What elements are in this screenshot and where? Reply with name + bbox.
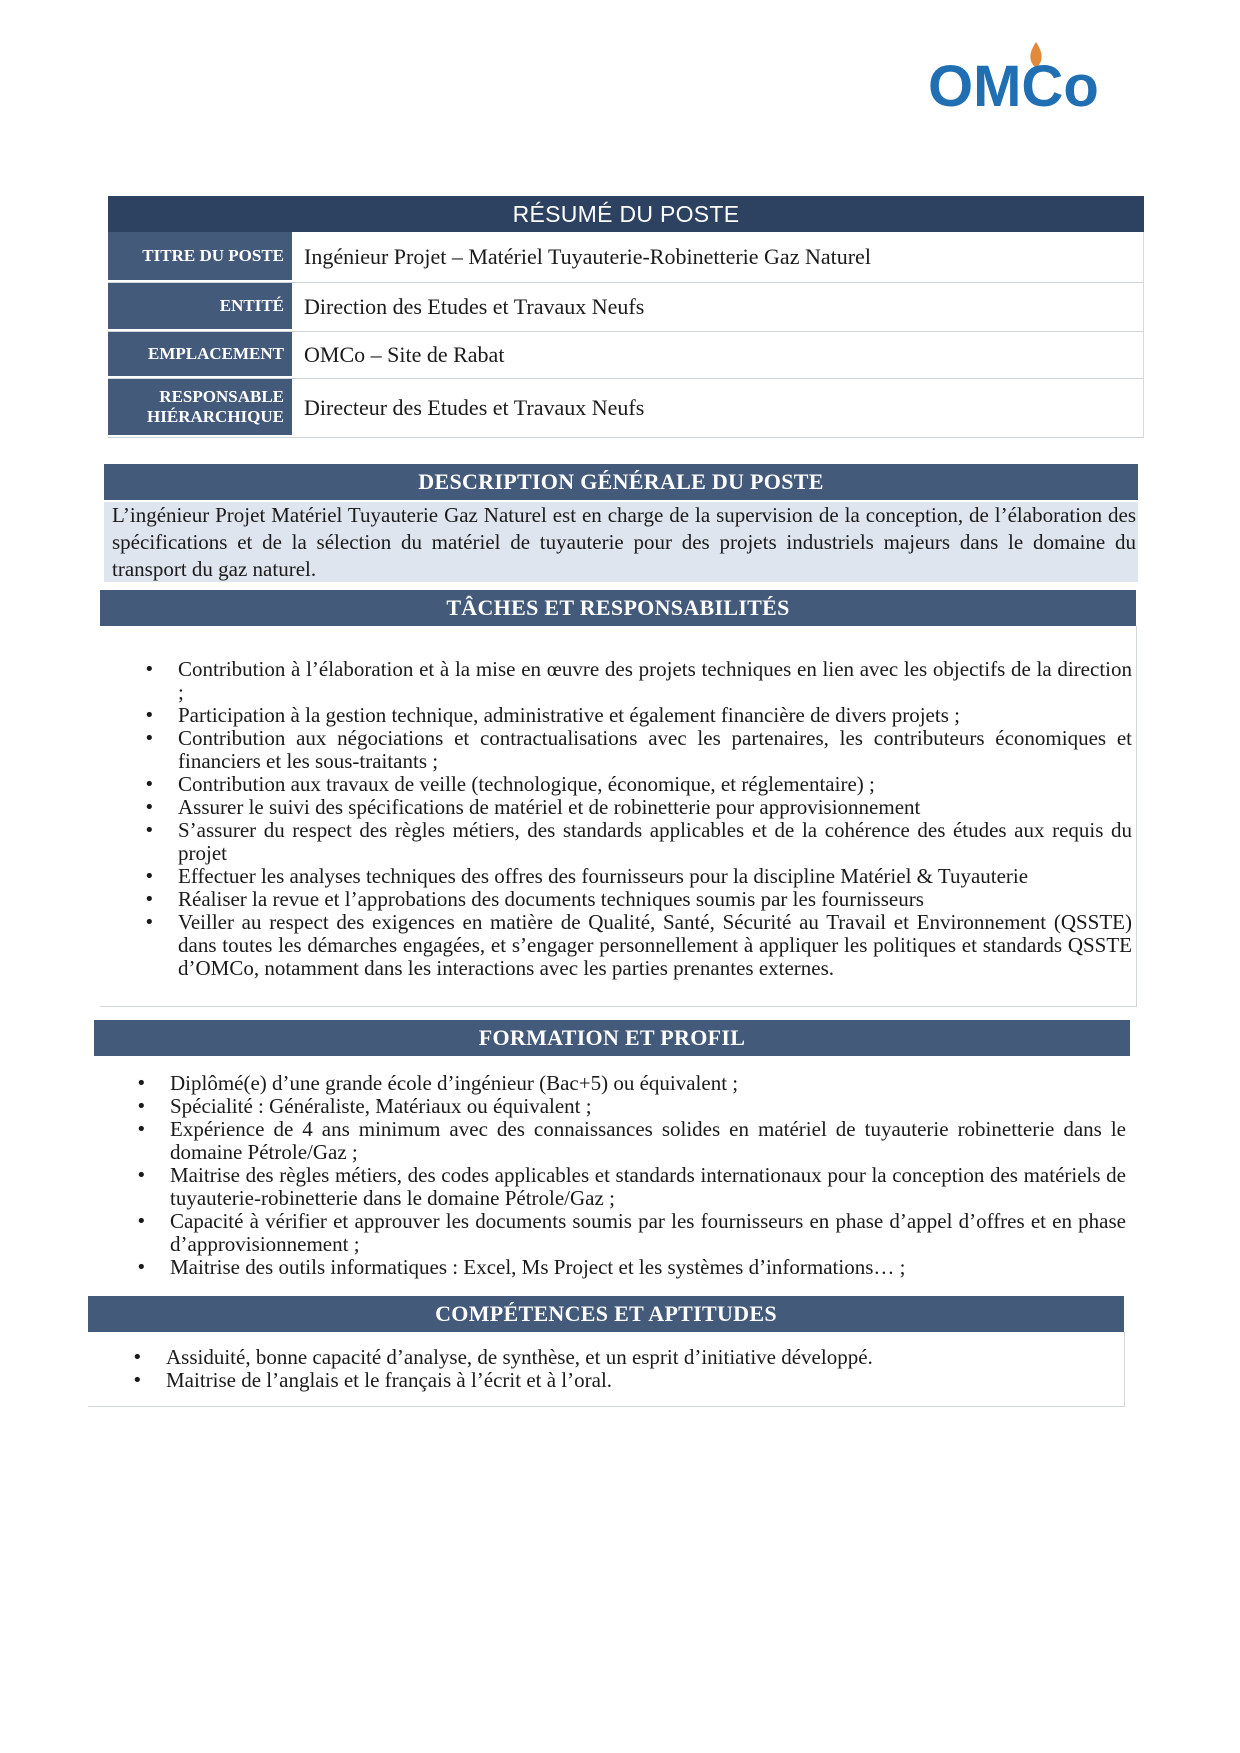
resume-row-titre (108, 232, 1144, 283)
resume-value-titre: Ingénieur Projet – Matériel Tuyauterie-Robinetterie Gaz Naturel (292, 232, 1144, 282)
list-item: • Assiduité, bonne capacité d’analyse, de synthèse, et un esprit d’initiative développé. (166, 1346, 1122, 1369)
resume-value-entite: Direction des Etudes et Travaux Neufs (292, 283, 1144, 331)
competences-list (166, 1346, 1122, 1392)
list-item: • S’assurer du respect des règles métiers, des standards applicables et de la cohérence des études aux requis du projet (178, 819, 1132, 865)
list-item: • Expérience de 4 ans minimum avec des connaissances solides en matériel de tuyauterie robinetterie dans le domaine Pétrole/Gaz ; (170, 1118, 1126, 1164)
list-item: • Contribution aux négociations et contractualisations avec les partenaires, les contributeurs économiques et financiers et les sous-traitants ; (178, 727, 1132, 773)
list-item: • Participation à la gestion technique, administrative et également financière de divers projets ; (178, 704, 1132, 727)
list-item: • Maitrise des outils informatiques : Excel, Ms Project et les systèmes d’informations… ; (170, 1256, 1126, 1279)
list-item: • Réaliser la revue et l’approbations des documents techniques soumis par les fournisseurs (178, 888, 1132, 911)
resume-label-responsable: RESPONSABLE HIÉRARCHIQUE (108, 379, 292, 437)
description-text: L’ingénieur Projet Matériel Tuyauterie Gaz Naturel est en charge de la supervision de la conception, de l’élaboration des spécifications et de la sélection du matériel de tuyauterie pour des projets industriels majeurs dans le domaine du transport du gaz naturel. (112, 503, 1136, 581)
resume-label-emplacement: EMPLACEMENT (108, 332, 292, 378)
list-item: • Veiller au respect des exigences en matière de Qualité, Santé, Sécurité au Travail et Environnement (QSSTE) dans toutes les démarches engagées, et s’engager personnellement à appliquer les politiques et standards QSSTE d’OMCo, notamment dans les interactions avec les parties prenantes externes. (178, 911, 1132, 980)
taches-header: TÂCHES ET RESPONSABILITÉS (100, 590, 1136, 626)
list-item: • Maitrise des règles métiers, des codes applicables et standards internationaux pour la conception des matériels de tuyauterie-robinetterie dans le domaine Pétrole/Gaz ; (170, 1164, 1126, 1210)
list-item: • Spécialité : Généraliste, Matériaux ou équivalent ; (170, 1095, 1126, 1118)
resume-label-entite: ENTITÉ (108, 283, 292, 331)
list-item: • Diplômé(e) d’une grande école d’ingénieur (Bac+5) ou équivalent ; (170, 1072, 1126, 1095)
taches-list (178, 658, 1132, 980)
resume-label-titre: TITRE DU POSTE (108, 232, 292, 282)
list-item: • Maitrise de l’anglais et le français à l’écrit et à l’oral. (166, 1369, 1122, 1392)
list-item: • Contribution aux travaux de veille (technologique, économique, et réglementaire) ; (178, 773, 1132, 796)
logo-text: OMCo (928, 54, 1099, 112)
formation-header: FORMATION ET PROFIL (94, 1020, 1130, 1056)
list-item: • Capacité à vérifier et approuver les documents soumis par les fournisseurs en phase d’appel d’offres et en phase d’approvisionnement ; (170, 1210, 1126, 1256)
resume-row-emplacement (108, 332, 1144, 379)
omco-logo-graphic (928, 40, 1124, 112)
omco-logo (928, 40, 1124, 112)
resume-header: RÉSUMÉ DU POSTE (108, 196, 1144, 232)
resume-value-responsable: Directeur des Etudes et Travaux Neufs (292, 379, 1144, 437)
list-item: • Assurer le suivi des spécifications de matériel et de robinetterie pour approvisionnement (178, 796, 1132, 819)
resume-row-entite (108, 283, 1144, 332)
resume-value-emplacement: OMCo – Site de Rabat (292, 332, 1144, 378)
description-header: DESCRIPTION GÉNÉRALE DU POSTE (104, 464, 1138, 500)
list-item: • Effectuer les analyses techniques des offres des fournisseurs pour la discipline Matériel & Tuyauterie (178, 865, 1132, 888)
competences-header: COMPÉTENCES ET APTITUDES (88, 1296, 1124, 1332)
list-item: • Contribution à l’élaboration et à la mise en œuvre des projets techniques en lien avec les objectifs de la direction ; (178, 658, 1132, 704)
resume-table (108, 232, 1144, 438)
resume-row-responsable (108, 379, 1144, 438)
formation-list (170, 1072, 1126, 1279)
